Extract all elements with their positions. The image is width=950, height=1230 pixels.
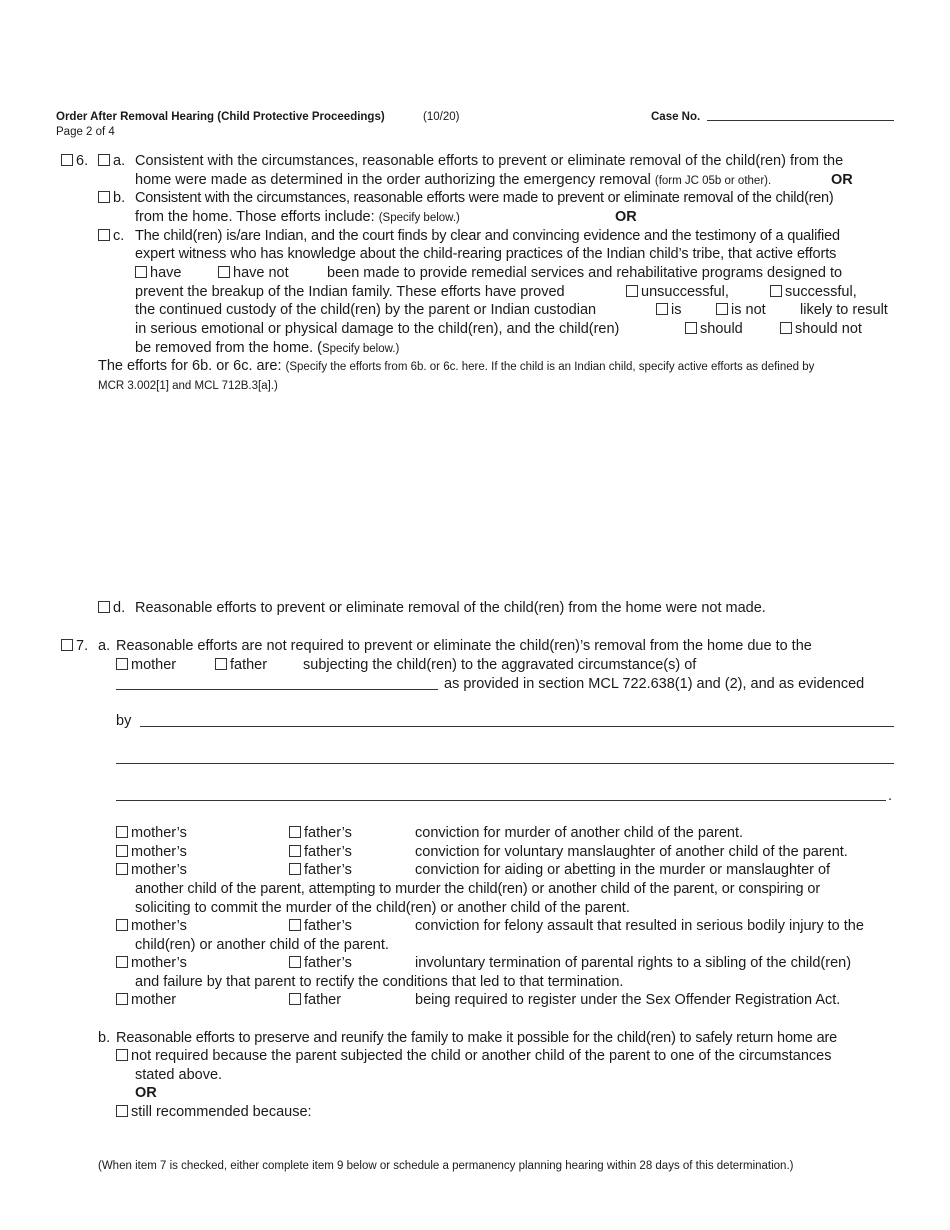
efforts-text-area[interactable] xyxy=(98,398,894,588)
ground1-mother-label: mother’s xyxy=(131,825,187,841)
efforts-note-line2: MCR 3.002[1] and MCL 712B.3[a].) xyxy=(98,380,278,392)
item6c-line7: be removed from the home. ( xyxy=(135,340,322,356)
have-label: have xyxy=(150,265,182,281)
page-label: Page 2 of 4 xyxy=(56,126,115,138)
item6c-letter: c. xyxy=(113,228,125,244)
successful-label: successful, xyxy=(785,284,857,300)
is-label: is xyxy=(671,302,682,318)
ground3-mother-checkbox[interactable] xyxy=(116,863,128,875)
item6c-specify: Specify below.) xyxy=(321,343,400,355)
item7a-letter: a. xyxy=(98,638,111,654)
ground4-mother-checkbox[interactable] xyxy=(116,919,128,931)
item6c-line3-tail: been made to provide remedial services and rehabilitative programs designed to xyxy=(327,265,843,281)
item7a-mother-label: mother xyxy=(131,657,177,673)
efforts-label: The efforts for 6b. or 6c. are: xyxy=(98,358,282,374)
ground2-text: conviction for voluntary manslaughter of another child of the parent. xyxy=(415,844,848,860)
ground4-mother-label: mother’s xyxy=(131,918,187,934)
item6a-or: OR xyxy=(831,172,853,188)
ground4-cont: child(ren) or another child of the parent. xyxy=(135,937,389,953)
evidence-line-3[interactable] xyxy=(116,800,886,801)
likely-label: likely to result xyxy=(800,302,888,318)
successful-checkbox[interactable] xyxy=(770,285,782,297)
item7a-line1: Reasonable efforts are not required to prevent or eliminate the child(ren)’s removal from the home due to the xyxy=(116,638,812,654)
item6b-letter: b. xyxy=(113,190,126,206)
unsuccessful-label: unsuccessful, xyxy=(641,284,729,300)
evidence-line-2[interactable] xyxy=(116,763,894,764)
aggravated-circumstances-field[interactable] xyxy=(116,689,438,690)
ground3-mother-label: mother’s xyxy=(131,862,187,878)
have-checkbox[interactable] xyxy=(135,266,147,278)
item6c-line6: in serious emotional or physical damage to the child(ren), and the child(ren) xyxy=(135,321,620,337)
ground5-cont: and failure by that parent to rectify the conditions that led to that termination. xyxy=(135,974,624,990)
ground5-father-checkbox[interactable] xyxy=(289,956,301,968)
item7-number: 7. xyxy=(76,638,89,654)
ground5-text: involuntary termination of parental rights to a sibling of the child(ren) xyxy=(415,955,852,971)
is-checkbox[interactable] xyxy=(656,303,668,315)
by-label: by xyxy=(116,713,132,729)
ground1-father-checkbox[interactable] xyxy=(289,826,301,838)
item6c-line1: The child(ren) is/are Indian, and the court finds by clear and convincing evidence and the testimony of a qualified xyxy=(135,228,840,244)
case-no-field[interactable] xyxy=(707,120,894,121)
form-title: Order After Removal Hearing (Child Protective Proceedings) xyxy=(56,111,385,123)
item6-number: 6. xyxy=(76,153,89,169)
ground5-mother-checkbox[interactable] xyxy=(116,956,128,968)
ground4-text: conviction for felony assault that resulted in serious bodily injury to the xyxy=(415,918,864,934)
item6a-checkbox[interactable] xyxy=(98,154,110,166)
item7b-still-recommended-checkbox[interactable] xyxy=(116,1105,128,1117)
ground6-father-checkbox[interactable] xyxy=(289,993,301,1005)
item6b-or: OR xyxy=(615,209,637,225)
item7b-opt1-line1: not required because the parent subjected the child or another child of the parent to one of the circumstances xyxy=(131,1048,832,1064)
item7a-mother-checkbox[interactable] xyxy=(116,658,128,670)
ground1-text: conviction for murder of another child of the parent. xyxy=(415,825,744,841)
item6c-line5: the continued custody of the child(ren) by the parent or Indian custodian xyxy=(135,302,597,318)
ground6-father-label: father xyxy=(304,992,342,1008)
item6a-letter: a. xyxy=(113,153,126,169)
item6b-checkbox[interactable] xyxy=(98,191,110,203)
item6c-line4: prevent the breakup of the Indian family. These efforts have proved xyxy=(135,284,565,300)
item6d-checkbox[interactable] xyxy=(98,601,110,613)
item7b-opt2: still recommended because: xyxy=(131,1104,312,1120)
ground6-mother-label: mother xyxy=(131,992,177,1008)
item6a-line1: Consistent with the circumstances, reasonable efforts to prevent or eliminate removal of the child(ren) from the xyxy=(135,153,844,169)
should-not-label: should not xyxy=(795,321,862,337)
is-not-label: is not xyxy=(731,302,766,318)
item6b-specify: (Specify below.) xyxy=(378,212,460,224)
item6a-form-ref: (form JC 05b or other). xyxy=(654,175,772,187)
ground3-father-checkbox[interactable] xyxy=(289,863,301,875)
footer-note: (When item 7 is checked, either complete item 9 below or schedule a permanency planning hearing within 28 days of this determination.) xyxy=(98,1160,794,1172)
ground3-cont1: another child of the parent, attempting to murder the child(ren) or another child of the parent, or conspiring or xyxy=(135,881,821,897)
ground2-mother-checkbox[interactable] xyxy=(116,845,128,857)
ground4-father-label: father’s xyxy=(304,918,352,934)
ground6-mother-checkbox[interactable] xyxy=(116,993,128,1005)
have-not-label: have not xyxy=(233,265,289,281)
ground3-text: conviction for aiding or abetting in the murder or manslaughter of xyxy=(415,862,831,878)
ground5-father-label: father’s xyxy=(304,955,352,971)
item7b-or: OR xyxy=(135,1085,157,1101)
item7-checkbox[interactable] xyxy=(61,639,73,651)
ground1-father-label: father’s xyxy=(304,825,352,841)
evidence-line-1[interactable] xyxy=(140,726,894,727)
item7b-opt1-line2: stated above. xyxy=(135,1067,223,1083)
ground2-mother-label: mother’s xyxy=(131,844,187,860)
item7a-father-checkbox[interactable] xyxy=(215,658,227,670)
item7a-line2-tail: subjecting the child(ren) to the aggravated circumstance(s) of xyxy=(303,657,697,673)
item7b-line1: Reasonable efforts to preserve and reunify the family to make it possible for the child(ren) to safely return home are xyxy=(116,1030,838,1046)
item7a-father-label: father xyxy=(230,657,268,673)
ground2-father-label: father’s xyxy=(304,844,352,860)
should-checkbox[interactable] xyxy=(685,322,697,334)
case-no-label: Case No. xyxy=(651,111,701,123)
item6-checkbox[interactable] xyxy=(61,154,73,166)
evidence-period: . xyxy=(888,788,893,804)
item6d-letter: d. xyxy=(113,600,126,616)
item7a-line3: as provided in section MCL 722.638(1) and (2), and as evidenced xyxy=(444,676,865,692)
ground3-cont2: soliciting to commit the murder of the child(ren) or another child of the parent. xyxy=(135,900,630,916)
have-not-checkbox[interactable] xyxy=(218,266,230,278)
ground3-father-label: father’s xyxy=(304,862,352,878)
item6c-line2: expert witness who has knowledge about the child-rearing practices of the Indian child’s tribe, that active efforts xyxy=(135,246,837,262)
item6c-checkbox[interactable] xyxy=(98,229,110,241)
item6b-line2: from the home. Those efforts include: xyxy=(135,209,375,225)
unsuccessful-checkbox[interactable] xyxy=(626,285,638,297)
ground5-mother-label: mother’s xyxy=(131,955,187,971)
item6d-text: Reasonable efforts to prevent or eliminate removal of the child(ren) from the home were not made. xyxy=(135,600,766,616)
efforts-note-line1: (Specify the efforts from 6b. or 6c. here. If the child is an Indian child, specify active efforts as defined by xyxy=(285,361,815,373)
ground1-mother-checkbox[interactable] xyxy=(116,826,128,838)
ground2-father-checkbox[interactable] xyxy=(289,845,301,857)
item7b-not-required-checkbox[interactable] xyxy=(116,1049,128,1061)
form-version: (10/20) xyxy=(423,111,460,123)
item6a-line2: home were made as determined in the order authorizing the emergency removal xyxy=(135,172,651,188)
should-label: should xyxy=(700,321,743,337)
is-not-checkbox[interactable] xyxy=(716,303,728,315)
item7b-letter: b. xyxy=(98,1030,111,1046)
should-not-checkbox[interactable] xyxy=(780,322,792,334)
item6b-line1: Consistent with the circumstances, reasonable efforts were made to prevent or eliminate removal of the child(ren) xyxy=(135,190,834,206)
ground4-father-checkbox[interactable] xyxy=(289,919,301,931)
ground6-text: being required to register under the Sex Offender Registration Act. xyxy=(415,992,841,1008)
